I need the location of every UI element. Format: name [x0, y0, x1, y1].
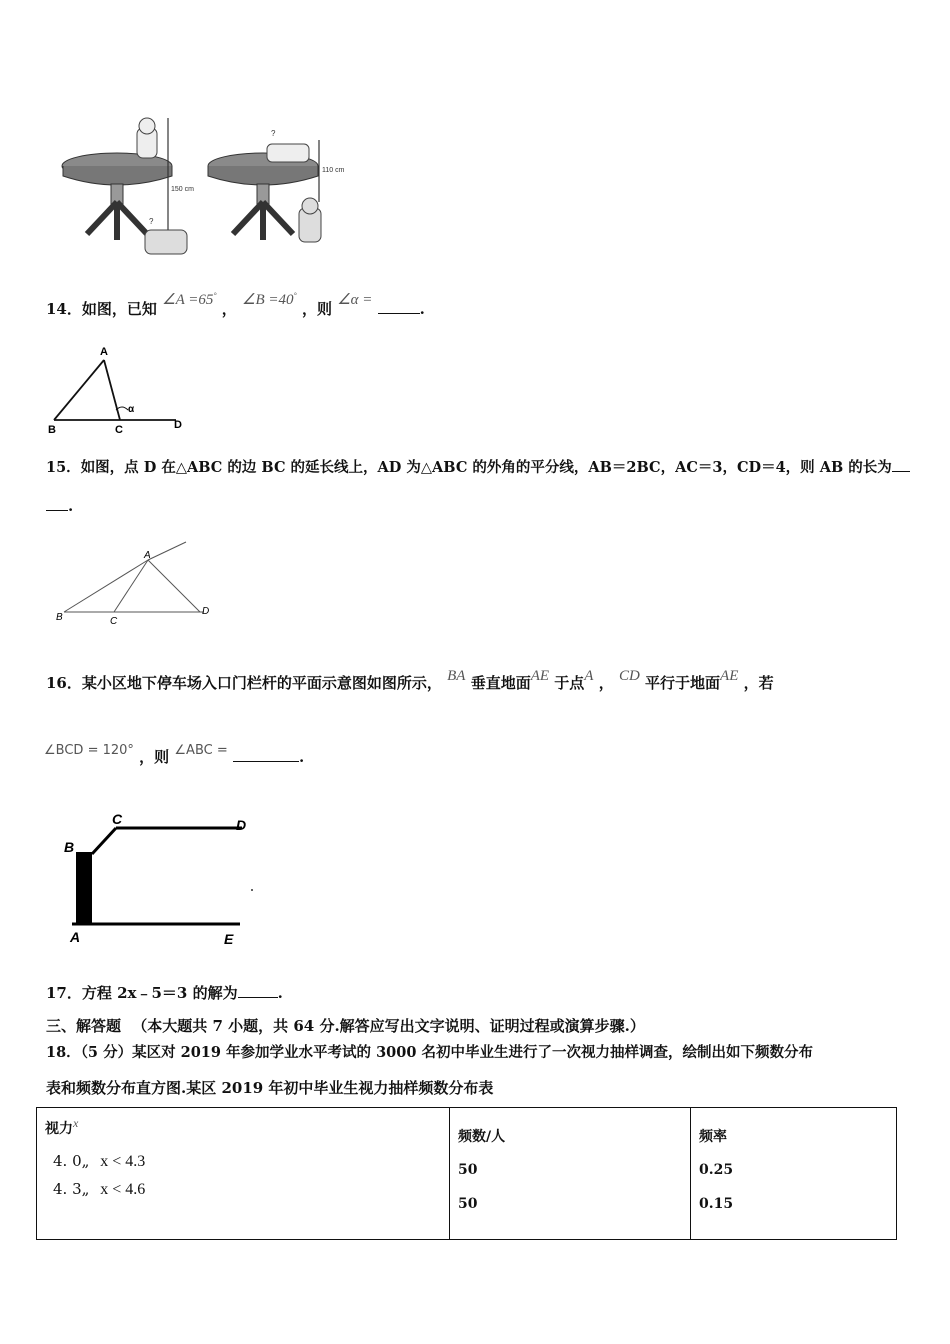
svg-text:B: B	[48, 424, 56, 436]
frequency-table	[36, 1107, 897, 1240]
svg-text:D: D	[202, 606, 210, 617]
question-number: 15．	[46, 459, 81, 476]
figure-15-triangle	[52, 538, 210, 627]
figure-13-right-label: 110 cm	[322, 167, 345, 174]
svg-text:A: A	[100, 346, 108, 358]
header-vision: 视力	[45, 1121, 73, 1137]
question-number: 16．	[46, 674, 82, 692]
table-row: 4. 0„ x < 4.3	[53, 1152, 146, 1170]
angle-alpha: ∠α =	[337, 292, 373, 308]
svg-text:A: A	[70, 929, 81, 945]
angle-b: ∠B =40	[242, 292, 294, 308]
table-row: 4. 3„ x < 4.6	[53, 1180, 146, 1198]
question-17: 17．方程 2x﹣5＝3 的解为 .	[46, 984, 283, 1002]
figure-14-triangle	[44, 344, 194, 436]
answer-blank[interactable]	[233, 747, 299, 762]
section-3-heading	[46, 1015, 645, 1036]
question-18-line2: 表和频数分布直方图.某区 2019 年初中毕业生视力抽样频数分布表	[46, 1079, 494, 1097]
header-count: 频数/人	[458, 1129, 506, 1145]
svg-text:B: B	[56, 612, 63, 623]
question-number: 14．	[46, 300, 82, 318]
angle-a: ∠A =65	[162, 292, 214, 308]
question-16: 16．某小区地下停车场入口门栏杆的平面示意图如图所示， BA 垂直地面AE 于点A ， CD 平行于地面AE ，若	[46, 668, 774, 692]
answer-blank[interactable]	[892, 457, 910, 472]
figure-13-tables	[55, 112, 375, 262]
svg-text:α: α	[128, 404, 135, 415]
question-14: 14．如图，已知 ∠A =65° ， ∠B =40° ，则 ∠α = .	[46, 291, 425, 318]
svg-text:C: C	[115, 424, 123, 436]
rate-column: 频率 0.25 0.15	[691, 1108, 897, 1240]
header-rate: 频率	[699, 1129, 727, 1145]
section-note: （本大题共 7 小题，共 64 分.解答应写出文字说明、证明过程或演算步骤.）	[132, 1017, 645, 1035]
svg-text:E: E	[224, 931, 234, 947]
svg-text:C: C	[112, 811, 123, 827]
section-title: 三、解答题	[46, 1017, 122, 1035]
svg-text:?: ?	[149, 217, 154, 226]
figure-16-barrier	[56, 808, 266, 948]
vision-column: 视力x 4. 0„ x < 4.3 4. 3„ x < 4.6	[37, 1108, 450, 1240]
question-15-cont: .	[46, 496, 73, 515]
answer-blank[interactable]	[238, 983, 278, 998]
question-18: 18．（5 分）某区对 2019 年参加学业水平考试的 3000 名初中毕业生进行了一次视力抽样调查，绘制出如下频数分布	[46, 1044, 813, 1061]
question-16-cont: ∠BCD = 120° ，则 ∠ABC = .	[44, 743, 305, 766]
question-15: 15．如图，点 D 在△ABC 的边 BC 的延长线上，AD 为△ABC 的外角的平分线，AB＝2BC，AC＝3，CD＝4，则 AB 的长为	[46, 456, 910, 477]
question-number: 18．	[46, 1044, 81, 1061]
svg-text:D: D	[236, 817, 247, 833]
figure-13-left-label: 150 cm	[171, 186, 194, 193]
svg-text:C: C	[110, 616, 118, 627]
answer-blank[interactable]	[378, 299, 420, 314]
svg-text:B: B	[64, 839, 75, 855]
answer-blank-cont[interactable]	[46, 496, 68, 511]
svg-text:A: A	[144, 550, 151, 561]
svg-text:D: D	[174, 419, 182, 431]
question-number: 17．	[46, 984, 82, 1002]
count-column: 频数/人 50 50	[450, 1108, 691, 1240]
svg-text:?: ?	[271, 129, 276, 138]
